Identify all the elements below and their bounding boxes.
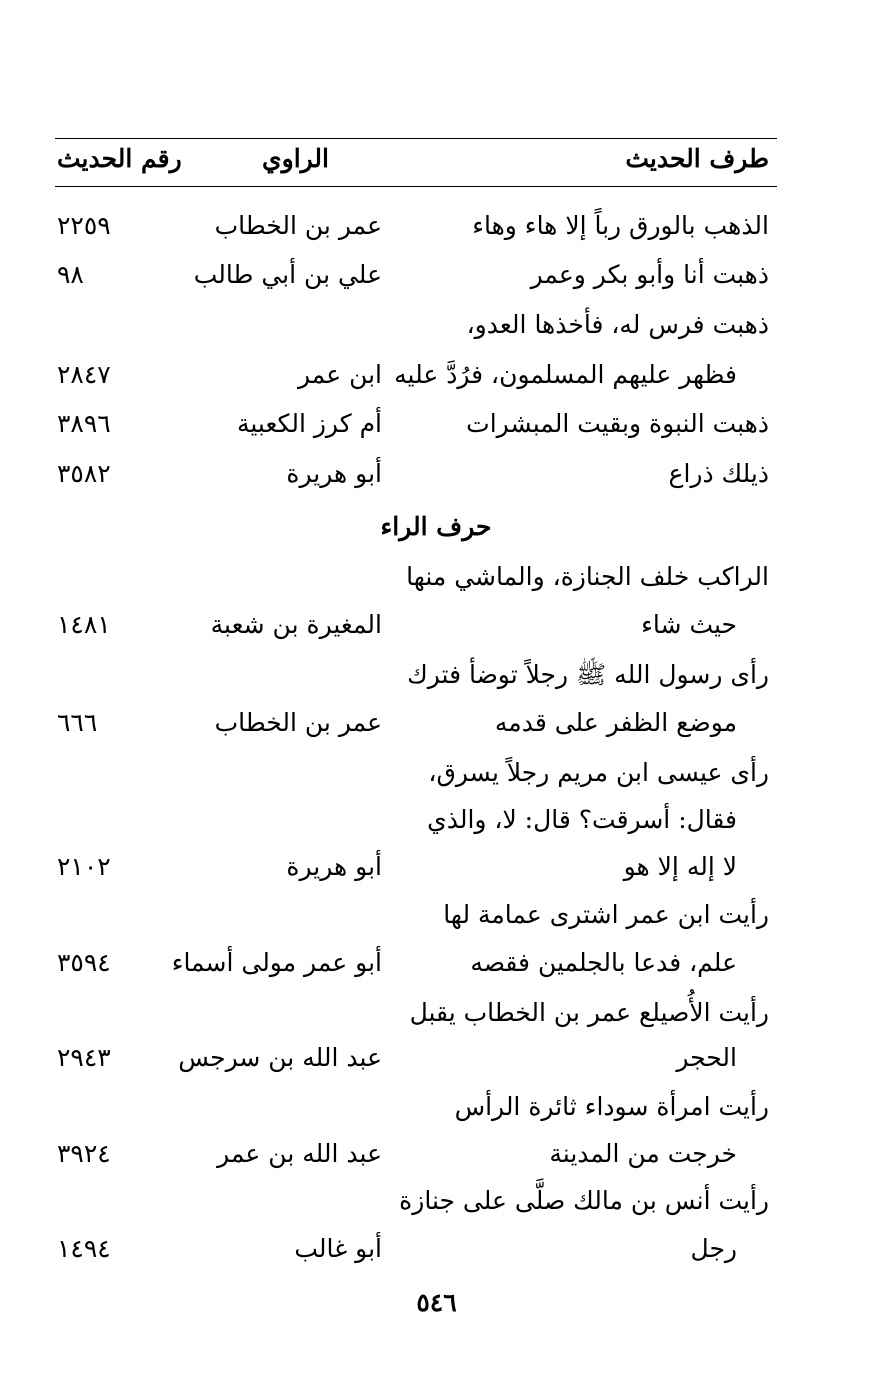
table-row (55, 1083, 777, 1131)
table-row (55, 1130, 777, 1178)
rawi-name: عمر بن الخطاب (214, 211, 382, 240)
rawi-name: أم كرز الكعبية (236, 409, 382, 438)
hadith-number: ٢٩٤٣ (57, 1043, 111, 1072)
table-row (55, 843, 777, 891)
hadith-number: ٣٨٩٦ (57, 409, 111, 438)
page-number: ٥٤٦ (416, 1288, 457, 1317)
rawi-name: أبو عمر مولى أسماء (171, 948, 382, 977)
hadith-text: فظهر عليهم المسلمون، فرُدَّ عليه (394, 360, 737, 389)
table-row (55, 400, 777, 448)
rawi-name: أبو هريرة (286, 852, 382, 881)
hadith-number: ١٤٩٤ (57, 1234, 111, 1263)
hadith-number: ٢١٠٢ (57, 852, 111, 881)
rawi-name: عبد الله بن عمر (217, 1139, 382, 1168)
table-row (55, 796, 777, 844)
hadith-text: رجل (690, 1234, 737, 1263)
hadith-number: ٩٨ (57, 260, 84, 289)
table-row (55, 1225, 777, 1273)
header-bottom-rule (55, 186, 777, 187)
hadith-text: الحجر (676, 1043, 737, 1072)
hadith-text: رأى عيسى ابن مريم رجلاً يسرق، (428, 758, 769, 787)
table-header (55, 142, 777, 182)
rawi-name: عمر بن الخطاب (214, 708, 382, 737)
header-top-rule (55, 138, 777, 139)
hadith-number: ٣٥٩٤ (57, 948, 111, 977)
rawi-name: أبو غالب (294, 1234, 382, 1263)
hadith-text: ذهبت النبوة وبقيت المبشرات (466, 409, 769, 438)
hadith-text: فقال: أسرقت؟ قال: لا، والذي (427, 805, 737, 834)
hadith-text: ذهبت فرس له، فأخذها العدو، (466, 310, 769, 339)
hadith-text: رأيت أنس بن مالك صلَّى على جنازة (399, 1186, 769, 1215)
header-number: رقم الحديث (57, 144, 182, 173)
hadith-text: حيث شاء (641, 610, 737, 639)
hadith-text: علم، فدعا بالجلمين فقصه (470, 948, 737, 977)
hadith-text: الذهب بالورق رباً إلا هاء وهاء (472, 211, 769, 240)
table-row (55, 450, 777, 498)
rawi-name: أبو هريرة (286, 459, 382, 488)
hadith-text: رأيت امرأة سوداء ثائرة الرأس (454, 1092, 769, 1121)
hadith-text: لا إله إلا هو (623, 852, 737, 881)
hadith-text: ذيلك ذراع (668, 459, 769, 488)
rawi-name: عبد الله بن سرجس (178, 1043, 382, 1072)
table-row (55, 351, 777, 399)
hadith-text: رأى رسول الله ﷺ رجلاً توضأ فترك (407, 660, 769, 689)
table-row (55, 601, 777, 649)
hadith-number: ١٤٨١ (57, 610, 111, 639)
hadith-number: ٦٦٦ (57, 708, 98, 737)
rawi-name: المغيرة بن شعبة (210, 610, 382, 639)
hadith-text: رأيت ابن عمر اشترى عمامة لها (443, 900, 769, 929)
rawi-name: علي بن أبي طالب (193, 260, 382, 289)
hadith-text: رأيت الأُصيلع عمر بن الخطاب يقبل (409, 998, 769, 1027)
table-row (55, 651, 777, 699)
table-row (55, 251, 777, 299)
rawi-name: ابن عمر (297, 360, 382, 389)
table-row (55, 202, 777, 250)
table-row (55, 1034, 777, 1082)
section-title: حرف الراء (380, 512, 492, 541)
table-row (55, 891, 777, 939)
hadith-text: الراكب خلف الجنازة، والماشي منها (406, 562, 769, 591)
table-row (55, 699, 777, 747)
hadith-number: ٢٢٥٩ (57, 211, 111, 240)
table-row (55, 553, 777, 601)
table-row (55, 989, 777, 1037)
header-rawi: الراوي (262, 144, 329, 173)
header-hadith: طرف الحديث (625, 144, 769, 173)
hadith-text: ذهبت أنا وأبو بكر وعمر (530, 260, 769, 289)
table-row (55, 749, 777, 797)
hadith-number: ٣٩٢٤ (57, 1139, 111, 1168)
table-row (55, 939, 777, 987)
hadith-number: ٣٥٨٢ (57, 459, 111, 488)
hadith-text: موضع الظفر على قدمه (494, 708, 737, 737)
table-row (55, 301, 777, 349)
table-row (55, 1177, 777, 1225)
hadith-text: خرجت من المدينة (549, 1139, 737, 1168)
hadith-number: ٢٨٤٧ (57, 360, 111, 389)
